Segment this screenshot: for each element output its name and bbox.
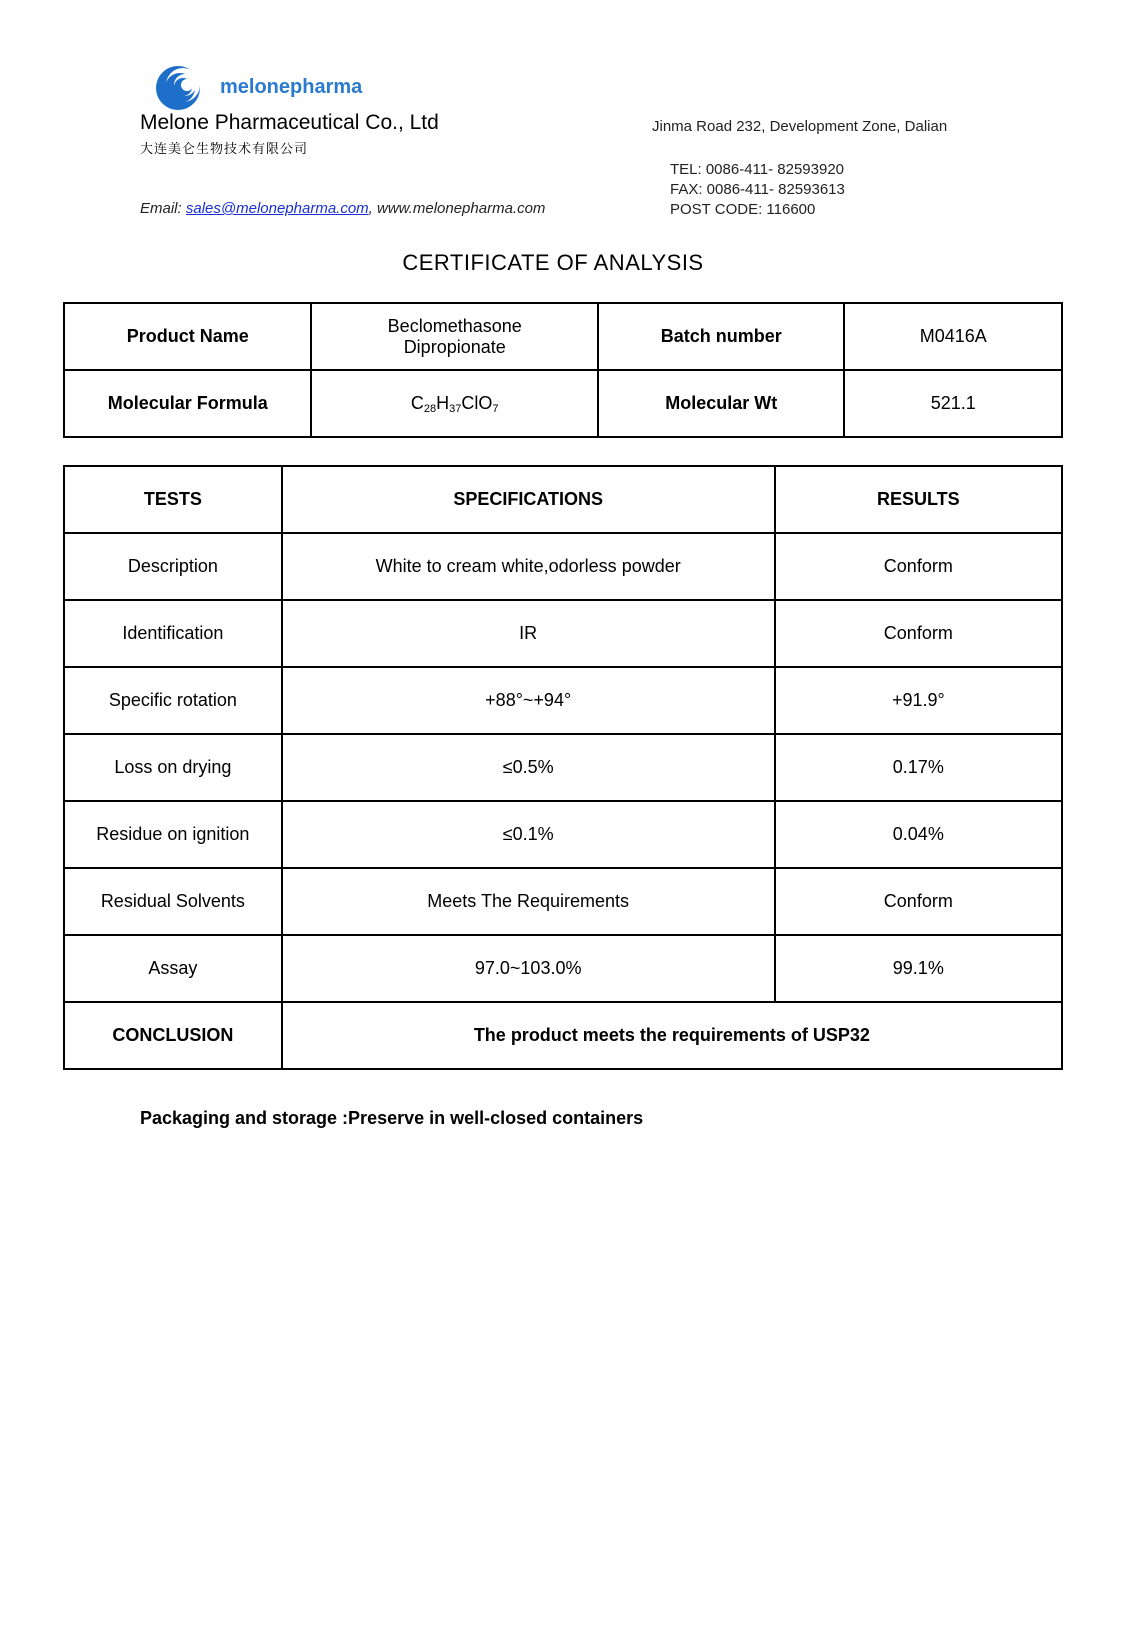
test-name: Specific rotation: [64, 667, 282, 734]
table-row: [64, 801, 1062, 868]
product-name-line2: Dipropionate: [403, 336, 506, 357]
test-result: Conform: [775, 868, 1062, 935]
test-result: +91.9°: [775, 667, 1062, 734]
header-results: RESULTS: [775, 466, 1062, 533]
company-name-cn: 大连美仑生物技术有限公司: [140, 142, 309, 157]
formula-value: $C_{28}H_{37}ClO_7$: [311, 370, 598, 437]
test-name: Identification: [64, 600, 282, 667]
address: Jinma Road 232, Development Zone, Dalian: [652, 118, 948, 135]
test-spec: Meets The Requirements: [282, 868, 775, 935]
document-title: CERTIFICATE OF ANALYSIS: [402, 250, 704, 275]
email-label: Email:: [140, 200, 182, 217]
company-name: Melone Pharmaceutical Co., Ltd: [140, 111, 439, 134]
test-spec: +88°~+94°: [282, 667, 775, 734]
post-code: POST CODE: 116600: [670, 201, 816, 218]
test-spec: 97.0~103.0%: [282, 935, 775, 1002]
product-name-label: Product Name: [64, 303, 311, 370]
email-link[interactable]: sales@melonepharma.com: [185, 200, 369, 217]
table-row: [64, 303, 1062, 370]
header-tests: TESTS: [64, 466, 282, 533]
batch-value: M0416A: [844, 303, 1062, 370]
table-row: [64, 667, 1062, 734]
tests-table: [63, 465, 1063, 1070]
test-spec: ≤0.1%: [282, 801, 775, 868]
conclusion-label: CONCLUSION: [64, 1002, 282, 1069]
batch-label: Batch number: [598, 303, 844, 370]
product-name-value: [311, 303, 598, 370]
test-spec: White to cream white,odorless powder: [282, 533, 775, 600]
test-spec: ≤0.5%: [282, 734, 775, 801]
test-name: Loss on drying: [64, 734, 282, 801]
test-name: Residue on ignition: [64, 801, 282, 868]
email-line: Email: sales@melonepharma.com, www.melonepharma.com: [140, 200, 546, 217]
header-specifications: SPECIFICATIONS: [282, 466, 775, 533]
weight-label: Molecular Wt: [598, 370, 844, 437]
table-row: [64, 533, 1062, 600]
product-name-line1: Beclomethasone: [387, 315, 522, 336]
table-row: [64, 734, 1062, 801]
test-result: 99.1%: [775, 935, 1062, 1002]
conclusion-text: The product meets the requirements of USP32: [282, 1002, 1062, 1069]
test-name: Description: [64, 533, 282, 600]
weight-value: 521.1: [844, 370, 1062, 437]
product-info-table: [63, 302, 1063, 438]
formula-label: Molecular Formula: [64, 370, 311, 437]
logo-swirl-icon: [150, 64, 214, 112]
table-row: [64, 935, 1062, 1002]
table-row: [64, 370, 1062, 437]
table-row: [64, 600, 1062, 667]
company-logo: [150, 64, 375, 112]
test-result: 0.04%: [775, 801, 1062, 868]
table-row: [64, 868, 1062, 935]
fax: FAX: 0086-411- 82593613: [670, 181, 845, 198]
test-spec: IR: [282, 600, 775, 667]
test-name: Residual Solvents: [64, 868, 282, 935]
test-result: Conform: [775, 533, 1062, 600]
conclusion-row: [64, 1002, 1062, 1069]
packaging-storage: Packaging and storage :Preserve in well-closed containers: [140, 1108, 644, 1128]
test-name: Assay: [64, 935, 282, 1002]
logo-text: melonepharma: [220, 76, 363, 98]
table-header-row: [64, 466, 1062, 533]
website-text: www.melonepharma.com: [377, 200, 546, 217]
contact-block: [670, 160, 845, 220]
test-result: Conform: [775, 600, 1062, 667]
test-result: 0.17%: [775, 734, 1062, 801]
tel: TEL: 0086-411- 82593920: [670, 161, 845, 178]
